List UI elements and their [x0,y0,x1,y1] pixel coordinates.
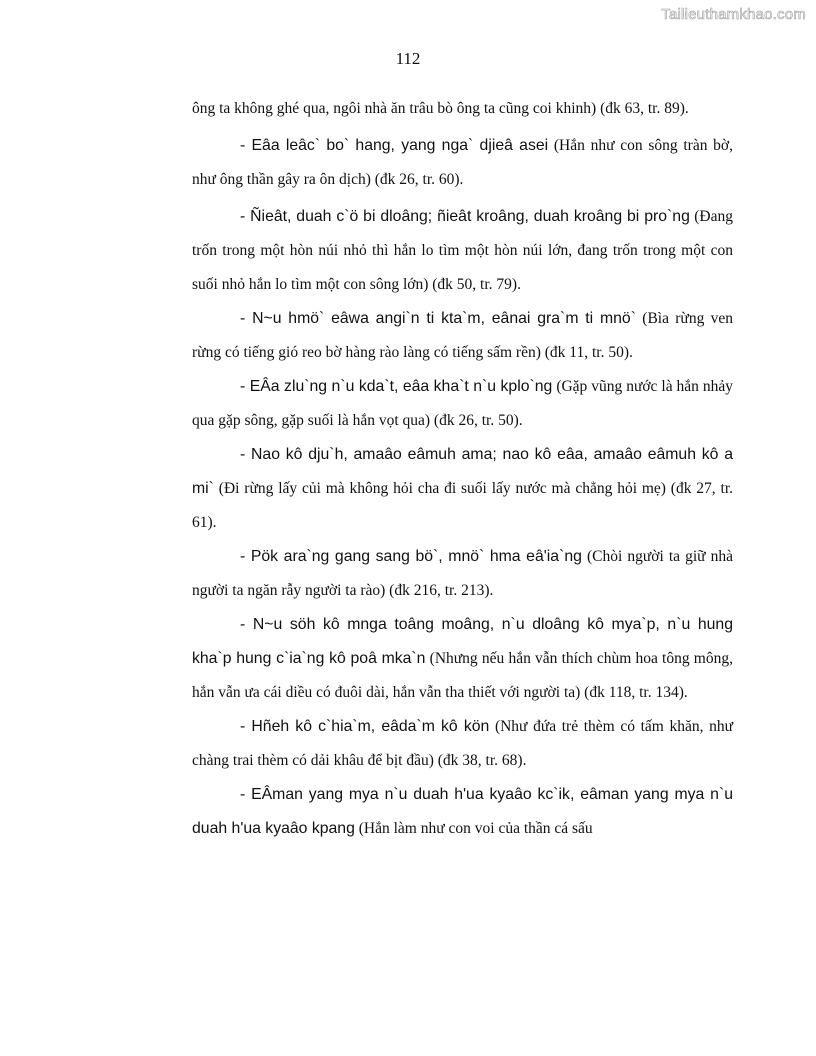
translation-text: (Hắn làm như con voi của thần cá sấu [354,820,593,837]
proverb-text: - EÂa zlu`ng n`u kda`t, eâa kha`t n`u kplo`ng [240,378,553,395]
proverb-text: - N~u hmö` eâwa angi`n ti kta`m, eânai gra`m ti mnö` [240,310,636,327]
translation-text: (Hắn như con sông tràn bờ, như ông thần gây ra ôn dịch) (đk 26, tr. 60). [192,137,734,188]
proverb-entry [192,129,733,197]
continuation-paragraph: ông ta không ghé qua, ngôi nhà ăn trâu bò ông ta cũng coi khinh) (đk 63, tr. 89). [192,100,689,117]
proverb-entry [192,438,733,540]
proverb-entry [192,200,733,302]
proverb-entry [192,710,733,778]
proverb-text: - Hñeh kô c`hia`m, eâda`m kô kön [240,718,490,735]
proverb-entry [192,778,733,846]
watermark: Tailieuthamkhao.com [661,6,806,23]
proverb-text: - Pök ara`ng gang sang bö`, mnö` hma eâ'ia`ng [240,548,582,565]
translation-text: (Nhưng nếu hắn vẫn thích chùm hoa tông mông, hắn vẫn ưa cái diều có đuôi dài, hắn vẫn tha thiết với người ta) (đk 118, tr. 134). [192,650,733,701]
proverb-entry [192,302,733,370]
page-number: 112 [395,49,421,68]
translation-text: (Gặp vũng nước là hắn nhảy qua gặp sông, gặp suối là hắn vọt qua) (đk 26, tr. 50). [192,378,733,429]
document-body [192,92,733,846]
translation-text: (Đang trốn trong một hòn núi nhỏ thì hắn lo tìm một hòn núi lớn, đang trốn trong một con suối nhỏ hắn lo tìm một con sông lớn) (đk 50, tr. 79). [192,208,733,293]
proverb-text: - Nao kô dju`h, amaâo eâmuh ama; nao kô eâa, amaâo eâmuh kô a mi` [192,446,733,497]
proverb-entry [192,608,733,710]
proverb-text: - Eâa leâc` bo` hang, yang nga` djieâ asei [240,137,549,154]
proverb-text: - Ñieât, duah c`ö bi dloâng; ñieât kroâng, duah kroâng bi pro`ng [240,208,690,225]
proverb-text: - EÂman yang mya n`u duah h'ua kyaâo kc`ik, eâman yang mya n`u duah h'ua kyaâo kpang [192,786,733,837]
translation-text: (Chòi người ta giữ nhà người ta ngăn rẫy người ta rào) (đk 216, tr. 213). [192,548,734,599]
proverb-entry [192,540,733,608]
proverb-entry [192,370,733,438]
translation-text: (Đi rừng lấy củi mà không hỏi cha đi suối lấy nước mà chẳng hỏi mẹ) (đk 27, tr. 61). [192,480,733,531]
translation-text: (Bìa rừng ven rừng có tiếng gió reo bờ hàng rào làng có tiếng sấm rền) (đk 11, tr. 50). [192,310,733,361]
translation-text: (Như đứa trẻ thèm có tấm khăn, như chàng trai thèm có dải khâu để bịt đầu) (đk 38, tr. 68). [192,718,734,769]
proverb-text: - N~u söh kô mnga toâng moâng, n`u dloâng kô mya`p, n`u hung kha`p hung c`ia`ng kô poâ mka`n [192,616,733,667]
